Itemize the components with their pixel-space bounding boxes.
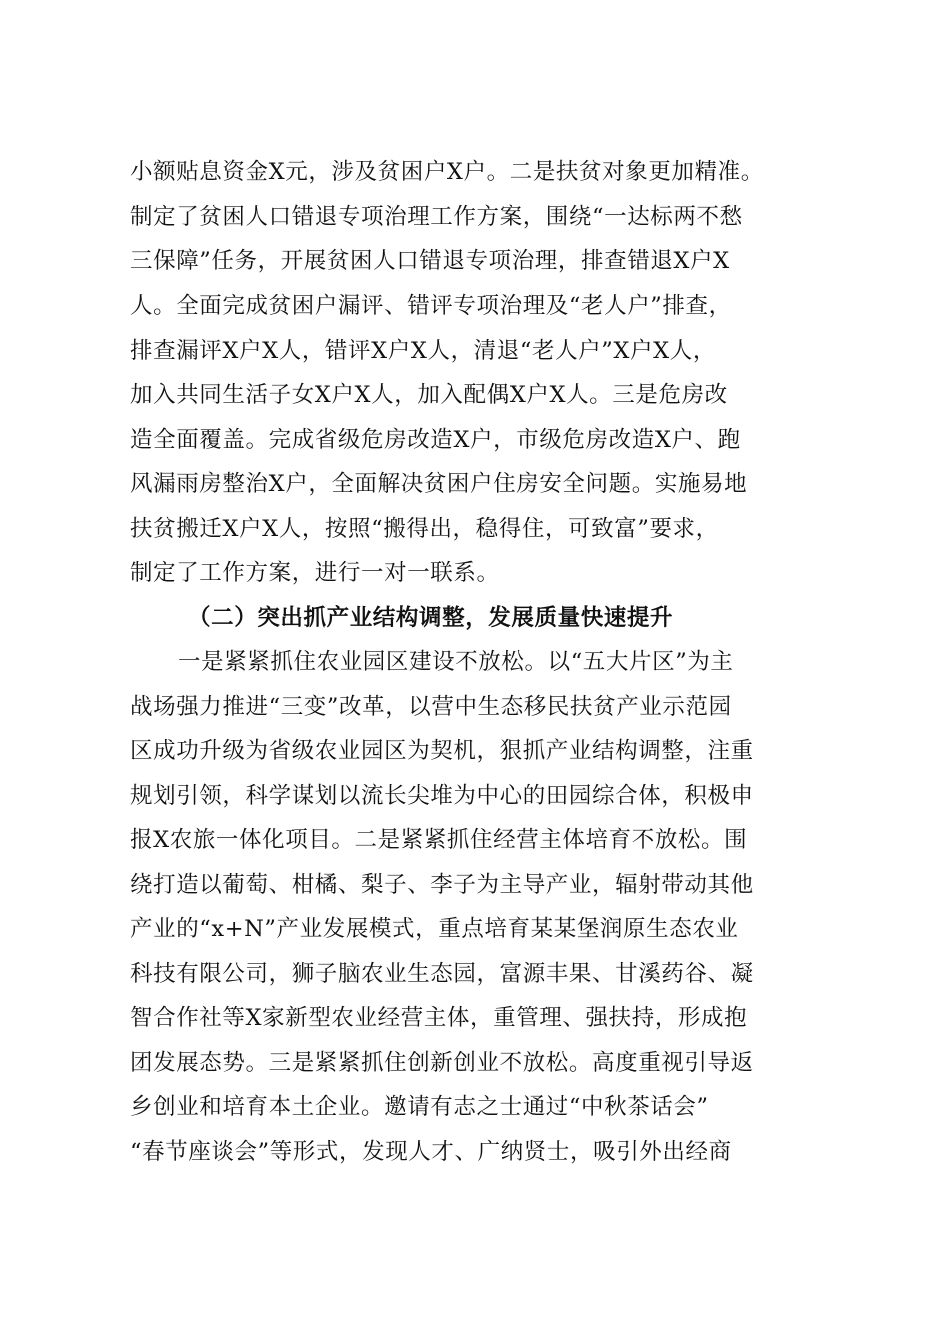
paragraph-line: 风漏雨房整治X户，全面解决贫困户住房安全问题。实施易地 (130, 471, 748, 497)
paragraph-line: 战场强力推进“三变”改革，以营中生态移民扶贫产业示范园 (130, 694, 732, 720)
paragraph-line: 智合作社等X家新型农业经营主体，重管理、强扶持，形成抱 (130, 1005, 748, 1031)
paragraph-line: 加入共同生活子女X户X人，加入配偶X户X人。三是危房改 (130, 382, 728, 408)
paragraph-line: “春节座谈会”等形式，发现人才、广纳贤士，吸引外出经商 (130, 1139, 732, 1165)
paragraph-line: 一是紧紧抓住农业园区建设不放松。以“五大片区”为主 (178, 649, 734, 675)
paragraph-line: 科技有限公司，狮子脑农业生态园，富源丰果、甘溪药谷、凝 (130, 961, 754, 987)
paragraph-line: 造全面覆盖。完成省级危房改造X户，市级危房改造X户、跑 (130, 427, 741, 453)
paragraph-line: 团发展态势。三是紧紧抓住创新创业不放松。高度重视引导返 (130, 1050, 754, 1076)
paragraph-line: 制定了工作方案，进行一对一联系。 (130, 560, 500, 586)
paragraph-line: 三保障”任务，开展贫困人口错退专项治理，排查错退X户X (130, 248, 730, 274)
paragraph-line: 乡创业和培育本土企业。邀请有志之士通过“中秋茶话会” (130, 1094, 709, 1120)
paragraph-line: 扶贫搬迁X户X人，按照“搬得出，稳得住，可致富”要求， (130, 516, 719, 542)
paragraph-line: 人。全面完成贫困户漏评、错评专项治理及“老人户”排查， (130, 293, 732, 319)
paragraph-line: 制定了贫困人口错退专项治理工作方案，围绕“一达标两不愁 (130, 204, 743, 230)
paragraph-line: 绕打造以葡萄、柑橘、梨子、李子为主导产业，辐射带动其他 (130, 872, 754, 898)
section-heading: （二）突出抓产业结构调整，发展质量快速提升 (188, 605, 674, 631)
paragraph-line: 小额贴息资金X元，涉及贫困户X户。二是扶贫对象更加精准。 (130, 159, 764, 185)
paragraph-line: 报X农旅一体化项目。二是紧紧抓住经营主体培育不放松。围 (130, 827, 748, 853)
paragraph-line: 排查漏评X户X人，错评X户X人，清退“老人户”X户X人， (130, 338, 716, 364)
paragraph-line: 区成功升级为省级农业园区为契机，狠抓产业结构调整，注重 (130, 738, 754, 764)
paragraph-line: 规划引领，科学谋划以流长尖堆为中心的田园综合体，积极申 (130, 783, 754, 809)
paragraph-line: 产业的“x+N”产业发展模式，重点培育某某堡润原生态农业 (130, 916, 739, 942)
